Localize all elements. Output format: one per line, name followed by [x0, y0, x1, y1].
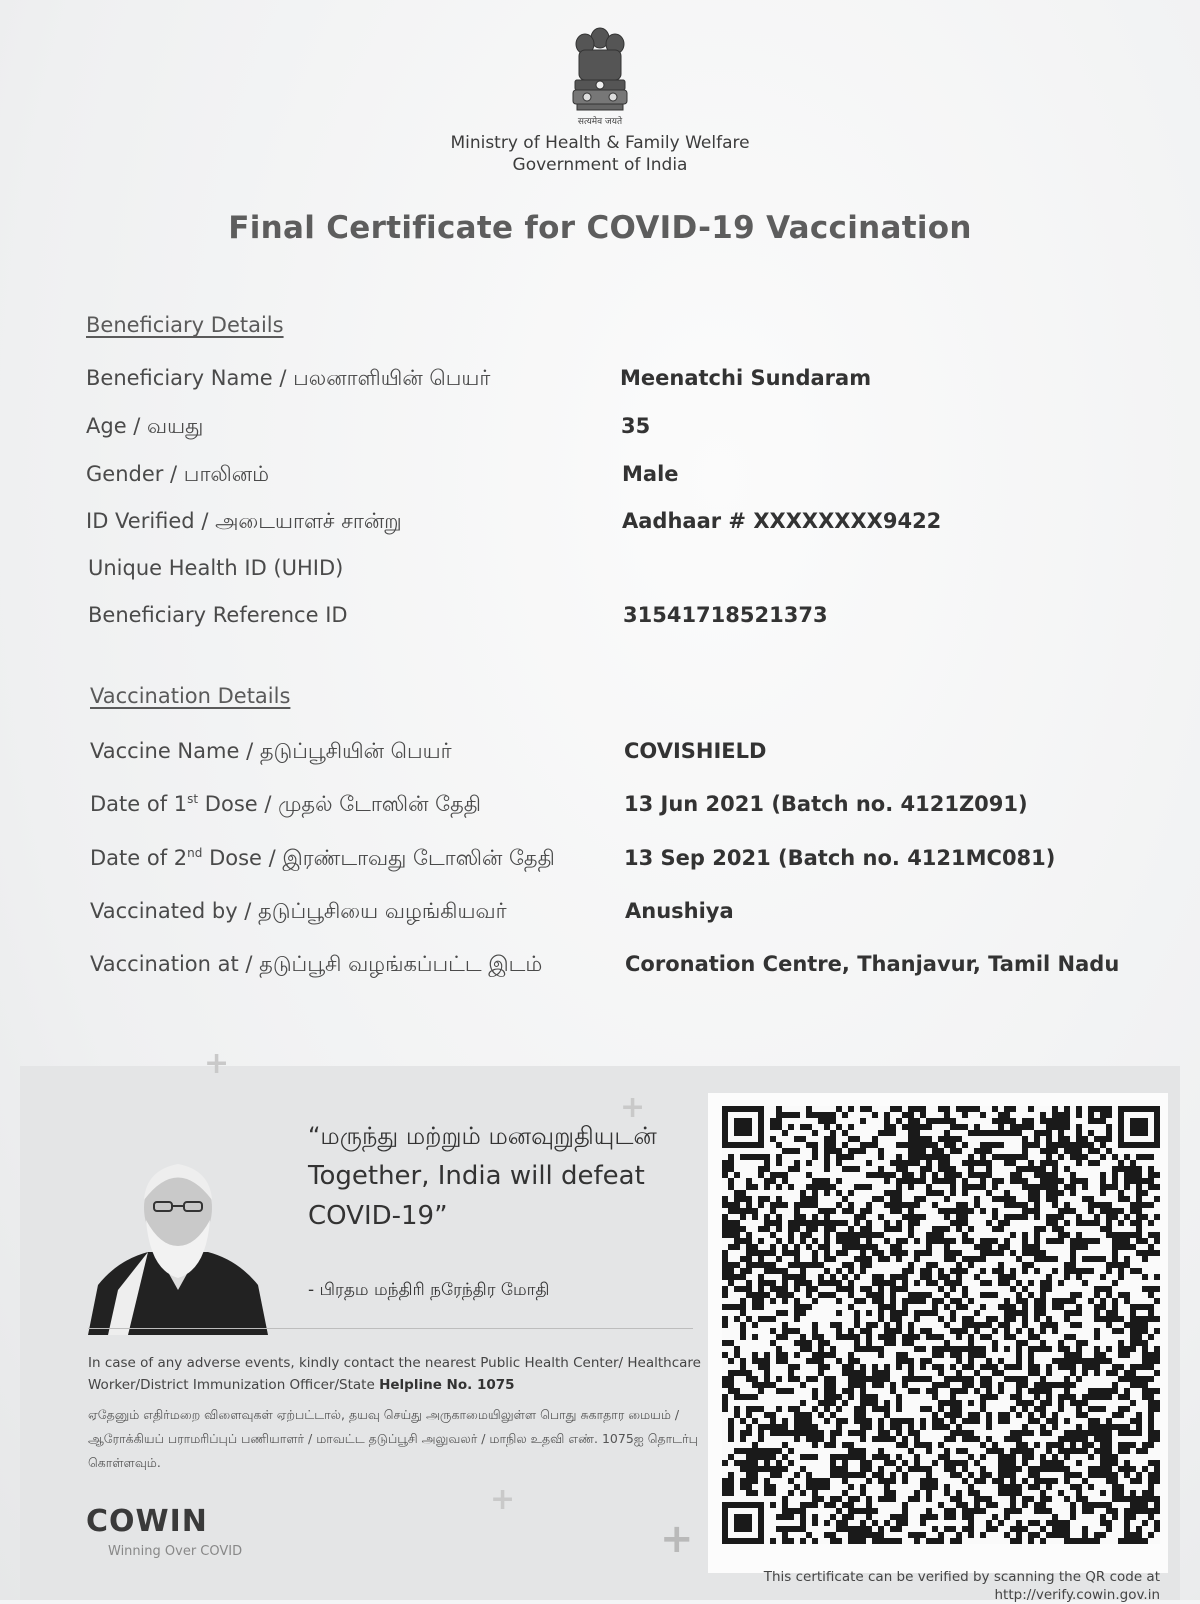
quote-tamil: “மருந்து மற்றும் மனவுறுதியுடன்: [308, 1122, 657, 1150]
vaccinated-by-label: Vaccinated by / தடுப்பூசியை வழங்கியவர்: [90, 899, 507, 923]
vaccine-name-label: Vaccine Name / தடுப்பூசியின் பெயர்: [90, 739, 452, 763]
id-verified-row: [0, 509, 1200, 539]
helpline-notice-tamil: ஏதேனும் எதிர்மறை விளைவுகள் ஏற்பட்டால், தயவு செய்து அருகாமையிலுள்ள பொது சுகாதார மையம் / ஆரோக்கியப் பராமரிப்புப் பணியாளர் / மாவட்ட தடுப்பூசி அலுவலர் / மாநில உதவி எண். 1075ஐ தொடர்பு கொள்ளவும்.: [88, 1407, 698, 1470]
beneficiary-name-label: Beneficiary Name / பலனாளியின் பெயர்: [86, 366, 491, 390]
gender-value: Male: [622, 462, 679, 486]
verify-url[interactable]: http://verify.cowin.gov.in: [994, 1587, 1160, 1603]
portrait-image: [88, 1150, 268, 1335]
helpline-number: Helpline No. 1075: [379, 1377, 515, 1393]
uhid-label: Unique Health ID (UHID): [88, 556, 344, 580]
plus-decoration-icon: +: [490, 1482, 516, 1517]
id-verified-value: Aadhaar # XXXXXXXX9422: [622, 509, 942, 533]
age-row: [0, 414, 1200, 444]
beneficiary-name-row: [0, 366, 1200, 396]
dose1-label: Date of 1st Dose / முதல் டோஸின் தேதி: [90, 792, 481, 816]
national-emblem-icon: [565, 22, 635, 130]
verify-notice: This certificate can be verified by scanning the QR code at http://verify.cowin.gov.in: [700, 1568, 1160, 1604]
plus-decoration-icon: +: [204, 1046, 230, 1081]
ministry-name: Ministry of Health & Family Welfare: [450, 133, 750, 153]
certificate-title: Final Certificate for COVID-19 Vaccination: [228, 210, 972, 246]
reference-id-label: Beneficiary Reference ID: [88, 603, 348, 627]
beneficiary-name-value: Meenatchi Sundaram: [620, 366, 872, 390]
government-name: Government of India: [512, 155, 688, 175]
cowin-logo: COWIN: [86, 1504, 208, 1539]
reference-id-row: [0, 603, 1200, 633]
dose1-value: 13 Jun 2021 (Batch no. 4121Z091): [624, 792, 1028, 816]
ministry-heading: [0, 132, 1200, 176]
quote-attribution: - பிரதம மந்திரி நரேந்திர மோதி: [308, 1280, 550, 1300]
age-value: 35: [621, 414, 651, 438]
plus-decoration-icon: +: [660, 1516, 694, 1562]
uhid-row: [0, 556, 1200, 586]
svg-text:सत्यमेव जयते: सत्यमेव जयते: [577, 117, 623, 127]
dose2-row: [0, 846, 1200, 876]
dose1-row: [0, 792, 1200, 822]
reference-id-value: 31541718521373: [623, 603, 828, 627]
vaccination-details-heading: Vaccination Details: [90, 684, 291, 708]
vaccinated-by-row: [0, 899, 1200, 929]
quote-block: [308, 1122, 688, 1236]
id-verified-label: ID Verified / அடையாளச் சான்று: [86, 509, 402, 533]
beneficiary-details-heading: Beneficiary Details: [86, 313, 284, 337]
helpline-notice: In case of any adverse events, kindly contact the nearest Public Health Center/ Healthcare Worker/District Immunization Officer/State Helpline No. 1075: [88, 1355, 701, 1393]
plus-decoration-icon: +: [620, 1090, 646, 1125]
age-label: Age / வயது: [86, 414, 204, 438]
vaccinated-by-value: Anushiya: [625, 899, 734, 923]
dose2-value: 13 Sep 2021 (Batch no. 4121MC081): [624, 846, 1056, 870]
dose2-label: Date of 2nd Dose / இரண்டாவது டோஸின் தேதி: [90, 846, 555, 870]
banner-divider: [88, 1328, 693, 1329]
vaccine-name-value: COVISHIELD: [624, 739, 767, 763]
qr-code[interactable]: [722, 1106, 1160, 1544]
cowin-tagline: Winning Over COVID: [108, 1544, 243, 1559]
vaccination-at-row: [0, 952, 1200, 982]
gender-label: Gender / பாலினம்: [86, 462, 270, 486]
vaccination-at-label: Vaccination at / தடுப்பூசி வழங்கப்பட்ட இடம்: [90, 952, 543, 976]
vaccination-at-value: Coronation Centre, Thanjavur, Tamil Nadu: [625, 952, 1120, 976]
quote-english: Together, India will defeat COVID-19”: [308, 1161, 645, 1231]
vaccine-name-row: [0, 739, 1200, 769]
gender-row: [0, 462, 1200, 492]
